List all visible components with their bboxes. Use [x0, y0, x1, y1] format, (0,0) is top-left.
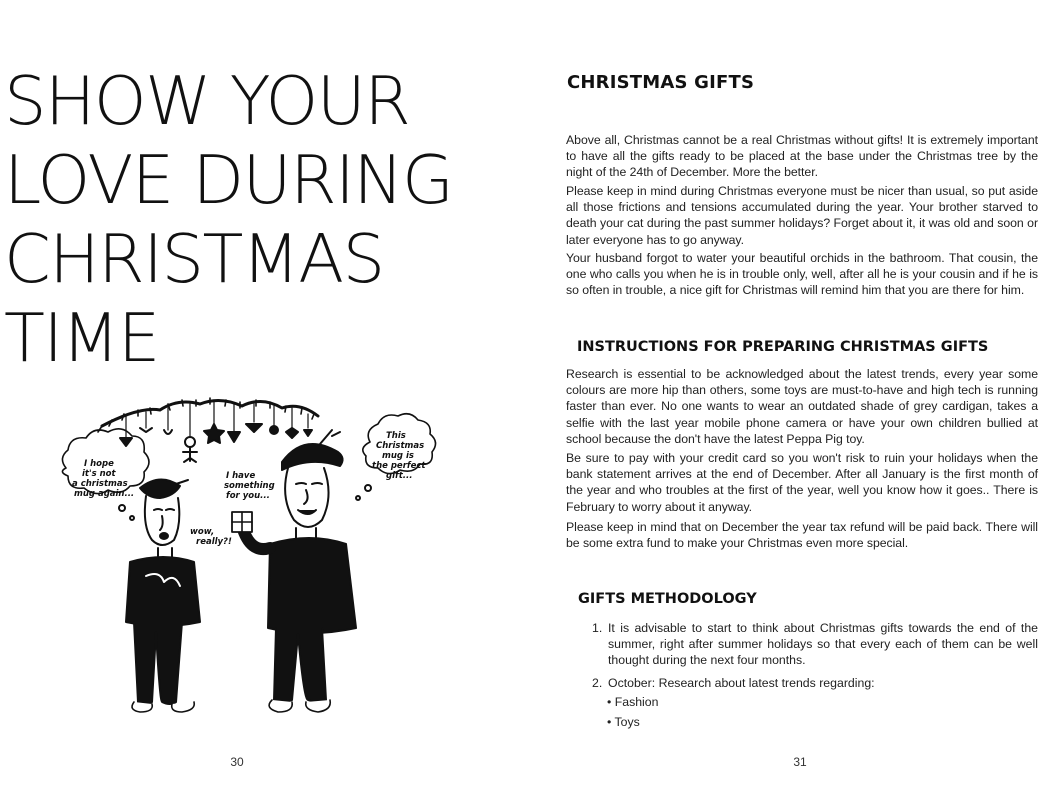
title-line: LOVE DURING [4, 141, 453, 219]
speech-right-5: gift... [386, 471, 413, 481]
paragraph: Please keep in mind that on December the year tax refund will be paid back. There will be some extra fund to make your Christmas even more special. [566, 520, 1038, 551]
paragraph: Above all, Christmas cannot be a real Christmas without gifts! It is extremely important to have all the gifts ready to be placed at the base under the Christmas tree by the night of the 24th of December. More the better. [566, 133, 1038, 180]
list-item-number: 2. [592, 676, 603, 690]
speech-middle-3: for you... [226, 491, 270, 501]
speech-right-3: mug is [382, 451, 414, 461]
paragraph: Be sure to pay with your credit card so you won't risk to ruin your holidays when the bank statement arrives at the end of December. After all January is the first month of the year and who troubles at the first of the year, well you know how it goes.. There is February to worry about it anyway. [566, 451, 1038, 514]
page-number-right: 31 [793, 755, 807, 769]
chapter-title [4, 62, 504, 378]
right-page [520, 0, 1040, 800]
title-line: TIME [4, 299, 159, 377]
christmas-gift-illustration [50, 388, 450, 738]
list-item-number: 1. [592, 621, 603, 635]
title-line: CHRISTMAS [4, 220, 384, 298]
speech-right-1: This [386, 431, 406, 441]
speech-right-2: Christmas [376, 441, 425, 451]
bullet-item-fashion: • Fashion [607, 695, 659, 709]
speech-right-4: the perfect [372, 461, 426, 471]
paragraph: Research is essential to be acknowledged about the latest trends, every year some colours are more hip than others, some toys are must-to-have and high tech is running faster than ever. No one wants to wear an outdated shade of grey cardigan, takes a selfie with the last year mobile phone camera or have your own children bullied at school because the don't have the latest Peppa Pig toy. [566, 367, 1038, 446]
section-heading-christmas-gifts: CHRISTMAS GIFTS [567, 72, 755, 93]
speech-left-2: it's not [82, 469, 116, 479]
title-line: SHOW YOUR [4, 62, 410, 140]
list-item: It is advisable to start to think about Christmas gifts towards the end of the summer, right after summer holidays so that every each of them can be well thought during the next four months. [608, 621, 1038, 668]
paragraph: Your husband forgot to water your beautiful orchids in the bathroom. That cousin, the one who calls you when he is in trouble only, well, after all he is your cousin and if he is so often in trouble, a nice gift for Christmas will remind him that you are there for him. [566, 251, 1038, 298]
section-heading-gifts-methodology: GIFTS METHODOLOGY [578, 591, 757, 607]
speech-middle-1: I have [226, 471, 256, 481]
speech-left-4: mug again... [74, 489, 135, 499]
page-number-left: 30 [230, 755, 244, 769]
section-heading-instructions: INSTRUCTIONS FOR PREPARING CHRISTMAS GIFTS [577, 339, 989, 355]
list-item: October: Research about latest trends regarding: [608, 676, 875, 690]
speech-middle-2: something [224, 481, 275, 491]
paragraph: Please keep in mind during Christmas everyone must be nicer than usual, so put aside all those frictions and tensions accumulated during the year. Your brother starved to death your cat during the past summer holidays? Forget about it, it was old and soon or later everyone has to go anyway. [566, 184, 1038, 247]
bullet-item-toys: • Toys [607, 715, 640, 729]
speech-left-3: a christmas [72, 479, 128, 489]
reaction-1: wow, [190, 527, 215, 537]
reaction-2: really?! [196, 537, 232, 547]
speech-left-1: I hope [84, 459, 114, 469]
